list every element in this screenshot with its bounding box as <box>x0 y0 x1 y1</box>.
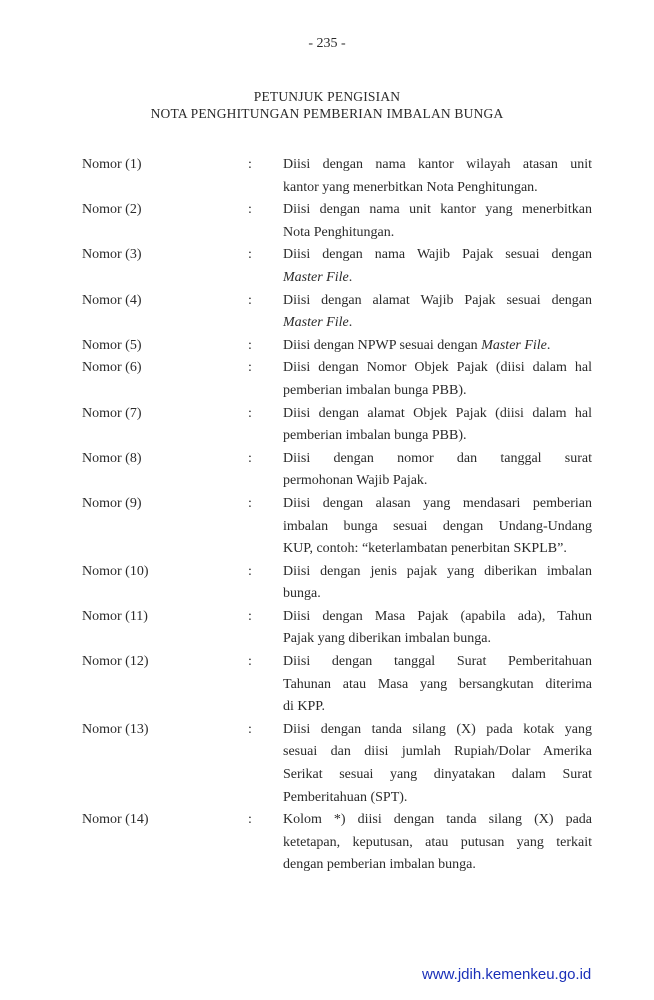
description-line <box>283 244 592 267</box>
instruction-item <box>82 199 594 244</box>
text: Nota Penghitungan. <box>283 224 395 240</box>
description-line <box>283 357 592 380</box>
text: pemberian imbalan bunga PBB). <box>283 382 467 398</box>
text: Diisi dengan tanda silang (X) pada kotak yang <box>283 721 592 737</box>
description-line <box>283 290 592 313</box>
description-line <box>283 696 592 719</box>
item-label: Nomor (7) <box>82 405 142 421</box>
item-description <box>283 403 592 448</box>
separator-colon: : <box>248 337 252 353</box>
description-line <box>283 177 592 200</box>
instruction-item <box>82 357 594 402</box>
instruction-item <box>82 290 594 335</box>
item-label: Nomor (4) <box>82 292 142 308</box>
text: Diisi dengan NPWP sesuai dengan <box>283 337 482 353</box>
instruction-item <box>82 719 594 809</box>
description-line <box>283 380 592 403</box>
separator-colon: : <box>248 360 252 376</box>
text: Diisi dengan tanggal Surat Pemberitahuan <box>283 654 592 670</box>
description-line <box>283 741 592 764</box>
description-line <box>283 448 592 471</box>
text: Diisi dengan alamat Wajib Pajak sesuai dengan <box>283 292 592 308</box>
separator-colon: : <box>248 721 252 737</box>
text: di KPP. <box>283 699 326 715</box>
item-description <box>283 493 592 561</box>
description-line <box>283 312 592 335</box>
italic-text: Master File <box>283 315 349 331</box>
text: Diisi dengan Nomor Objek Pajak (diisi dalam hal <box>283 360 592 376</box>
item-label: Nomor (3) <box>82 247 142 263</box>
item-description <box>283 606 592 651</box>
description-line <box>283 470 592 493</box>
instruction-item <box>82 244 594 289</box>
description-line <box>283 606 592 629</box>
text: permohonan Wajib Pajak. <box>283 473 428 489</box>
item-description <box>283 809 592 877</box>
text: Diisi dengan nama unit kantor yang menerbitkan <box>283 202 592 218</box>
item-description <box>283 651 592 719</box>
text: Serikat sesuai yang dinyatakan dalam Surat <box>283 767 592 783</box>
text: Tahunan atau Masa yang bersangkutan diterima <box>283 676 592 692</box>
item-label: Nomor (2) <box>82 202 142 218</box>
description-line <box>283 561 592 584</box>
text: Diisi dengan nama Wajib Pajak sesuai dengan <box>283 247 592 263</box>
item-label: Nomor (10) <box>82 563 149 579</box>
instruction-item <box>82 561 594 606</box>
separator-colon: : <box>248 812 252 828</box>
description-line <box>283 199 592 222</box>
instruction-item <box>82 154 594 199</box>
text: Diisi dengan alasan yang mendasari pemberian <box>283 495 592 511</box>
italic-text: Master File <box>481 337 547 353</box>
instruction-item <box>82 606 594 651</box>
description-line <box>283 538 592 561</box>
description-line <box>283 651 592 674</box>
italic-text: Master File <box>283 269 349 285</box>
instruction-item <box>82 809 594 877</box>
item-description <box>283 290 592 335</box>
text: Diisi dengan nama kantor wilayah atasan unit <box>283 157 592 172</box>
item-description <box>283 154 592 199</box>
text: Kolom *) diisi dengan tanda silang (X) pada <box>283 812 592 828</box>
text: Diisi dengan alamat Objek Pajak (diisi dalam hal <box>283 405 592 421</box>
separator-colon: : <box>248 563 252 579</box>
description-line <box>283 335 592 358</box>
instruction-item <box>82 335 594 358</box>
item-label: Nomor (5) <box>82 337 142 353</box>
separator-colon: : <box>248 202 252 218</box>
separator-colon: : <box>248 405 252 421</box>
item-description <box>283 561 592 606</box>
separator-colon: : <box>248 247 252 263</box>
document-subtitle: NOTA PENGHITUNGAN PEMBERIAN IMBALAN BUNGA <box>150 106 504 121</box>
text: . <box>546 337 551 353</box>
item-label: Nomor (6) <box>82 360 142 376</box>
description-line <box>283 764 592 787</box>
text: Pemberitahuan (SPT). <box>283 789 408 805</box>
description-line <box>283 222 592 245</box>
text: KUP, contoh: “keterlambatan penerbitan SKPLB”. <box>283 541 567 557</box>
description-line <box>283 493 592 516</box>
item-label: Nomor (8) <box>82 450 142 466</box>
text: sesuai dan diisi jumlah Rupiah/Dolar Amerika <box>283 744 592 760</box>
instruction-list <box>82 154 594 877</box>
description-line <box>283 403 592 426</box>
item-label: Nomor (13) <box>82 721 149 737</box>
instruction-item <box>82 493 594 561</box>
separator-colon: : <box>248 495 252 511</box>
description-line <box>283 628 592 651</box>
separator-colon: : <box>248 450 252 466</box>
text: dengan pemberian imbalan bunga. <box>283 857 476 873</box>
description-line <box>283 583 592 606</box>
item-label: Nomor (1) <box>82 157 142 172</box>
instruction-item <box>82 448 594 493</box>
item-description <box>283 719 592 809</box>
description-line <box>283 154 592 177</box>
description-line <box>283 674 592 697</box>
description-line <box>283 719 592 742</box>
item-description <box>283 357 592 402</box>
item-label: Nomor (12) <box>82 654 149 670</box>
text: bunga. <box>283 586 321 602</box>
separator-colon: : <box>248 608 252 624</box>
separator-colon: : <box>248 654 252 670</box>
description-line <box>283 267 592 290</box>
item-label: Nomor (9) <box>82 495 142 511</box>
item-description <box>283 244 592 289</box>
item-description <box>283 199 592 244</box>
separator-colon: : <box>248 292 252 308</box>
item-label: Nomor (14) <box>82 812 149 828</box>
text: . <box>348 315 353 331</box>
description-line <box>283 787 592 810</box>
description-line <box>283 809 592 832</box>
description-line <box>283 516 592 539</box>
text: pemberian imbalan bunga PBB). <box>283 428 467 444</box>
item-description <box>283 335 592 358</box>
description-line <box>283 425 592 448</box>
page-number: - 235 - <box>308 36 346 51</box>
text: Diisi dengan nomor dan tanggal surat <box>283 450 592 466</box>
instruction-item <box>82 403 594 448</box>
text: ketetapan, keputusan, atau putusan yang terkait <box>283 834 592 850</box>
text: Diisi dengan Masa Pajak (apabila ada), Tahun <box>283 608 592 624</box>
separator-colon: : <box>248 157 252 172</box>
item-description <box>283 448 592 493</box>
footer-url-link[interactable]: www.jdih.kemenkeu.go.id <box>422 966 592 983</box>
instruction-item <box>82 651 594 719</box>
description-line <box>283 832 592 855</box>
document-title: PETUNJUK PENGISIAN <box>253 89 401 104</box>
text: Pajak yang diberikan imbalan bunga. <box>283 631 491 647</box>
item-label: Nomor (11) <box>82 608 148 624</box>
text: kantor yang menerbitkan Nota Penghitungan. <box>283 179 538 195</box>
description-line <box>283 854 592 877</box>
text: . <box>348 269 353 285</box>
text: Diisi dengan jenis pajak yang diberikan imbalan <box>283 563 592 579</box>
text: imbalan bunga sesuai dengan Undang-Undang <box>283 518 592 534</box>
